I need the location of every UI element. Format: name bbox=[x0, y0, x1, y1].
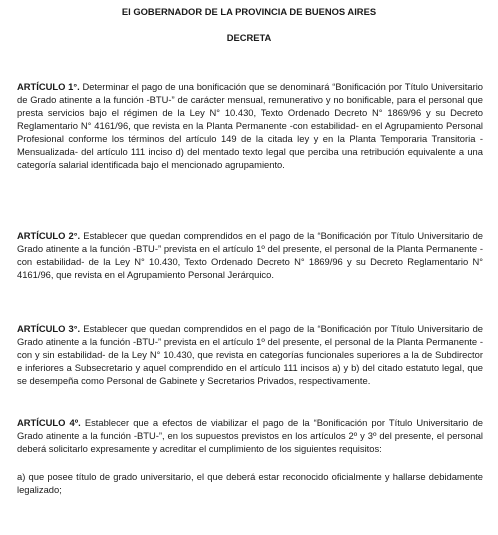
document-heading: El GOBERNADOR DE LA PROVINCIA DE BUENOS AIRES bbox=[121, 6, 377, 17]
article-3-label: ARTÍCULO 3°. bbox=[17, 323, 81, 334]
article-2-label: ARTÍCULO 2°. bbox=[17, 230, 81, 241]
article-3 bbox=[17, 322, 483, 387]
article-4-label: ARTÍCULO 4º. bbox=[17, 417, 81, 428]
article-4-text: Establecer que a efectos de viabilizar el pago de la “Bonificación por Título Universitario de Grado atinente a la función -BTU-”, en los supuestos previstos en los artículos 2º y 3º del presente, el personal deberá solicitarlo expresamente y acreditar el cumplimiento de los siguientes requisitos: bbox=[17, 417, 483, 454]
article-2 bbox=[17, 229, 483, 281]
decree-heading: DECRETA bbox=[226, 32, 272, 43]
requirement-item-a: a) que posee título de grado universitario, el que deberá estar reconocido oficialmente y hallarse debidamente legalizado; bbox=[17, 471, 483, 495]
article-2-text: Establecer que quedan comprendidos en el pago de la “Bonificación por Título Universitario de Grado atinente a la función -BTU-” prevista en el artículo 1º del presente, el personal de la Planta Permanente -con estabilidad- de la Ley N° 10.430, Texto Ordenado Decreto N° 1869/96 y su Decreto Reglamentario N° 4161/96, que revista en el Agrupamiento Personal Jerárquico. bbox=[17, 230, 484, 280]
article-1 bbox=[17, 80, 483, 171]
article-3-text: Establecer que quedan comprendidos en el pago de la “Bonificación por Título Universitario de Grado atinente a la función -BTU-” prevista en el artículo 1º del presente, el personal de la Planta Permanente -con y sin estabilidad- de la Ley N° 10.430, que revista en categorías funcionales superiores a la de Subdirector e inferiores a Subsecretario y aquel comprendido en el artículo 111 incisos a) y b) del citado estatuto legal, que se desempeña como Personal de Gabinete y Secretarios Privados, respectivamente. bbox=[17, 323, 484, 386]
article-4 bbox=[17, 416, 483, 455]
article-1-text: Determinar el pago de una bonificación que se denominará “Bonificación por Título Universitario de Grado atinente a la función -BTU-” de carácter mensual, remunerativo y no bonificable, para el personal que presta servicios bajo el régimen de la Ley N° 10.430, Texto Ordenado Decreto N° 1869/96 y su Decreto Reglamentario N° 4161/96, que revista en la Planta Permanente -con estabilidad- en el Agrupamiento Personal Profesional conforme los términos del artículo 149 de la citada ley y en la Planta Temporaria Transitoria -Mensualizada- del artículo 111 inciso d) del mentado texto legal que perciba una retribución equivalente a una categoría salarial identificada bajo el mencionado agrupamiento. bbox=[17, 81, 483, 170]
article-1-label: ARTÍCULO 1°. bbox=[17, 81, 80, 92]
